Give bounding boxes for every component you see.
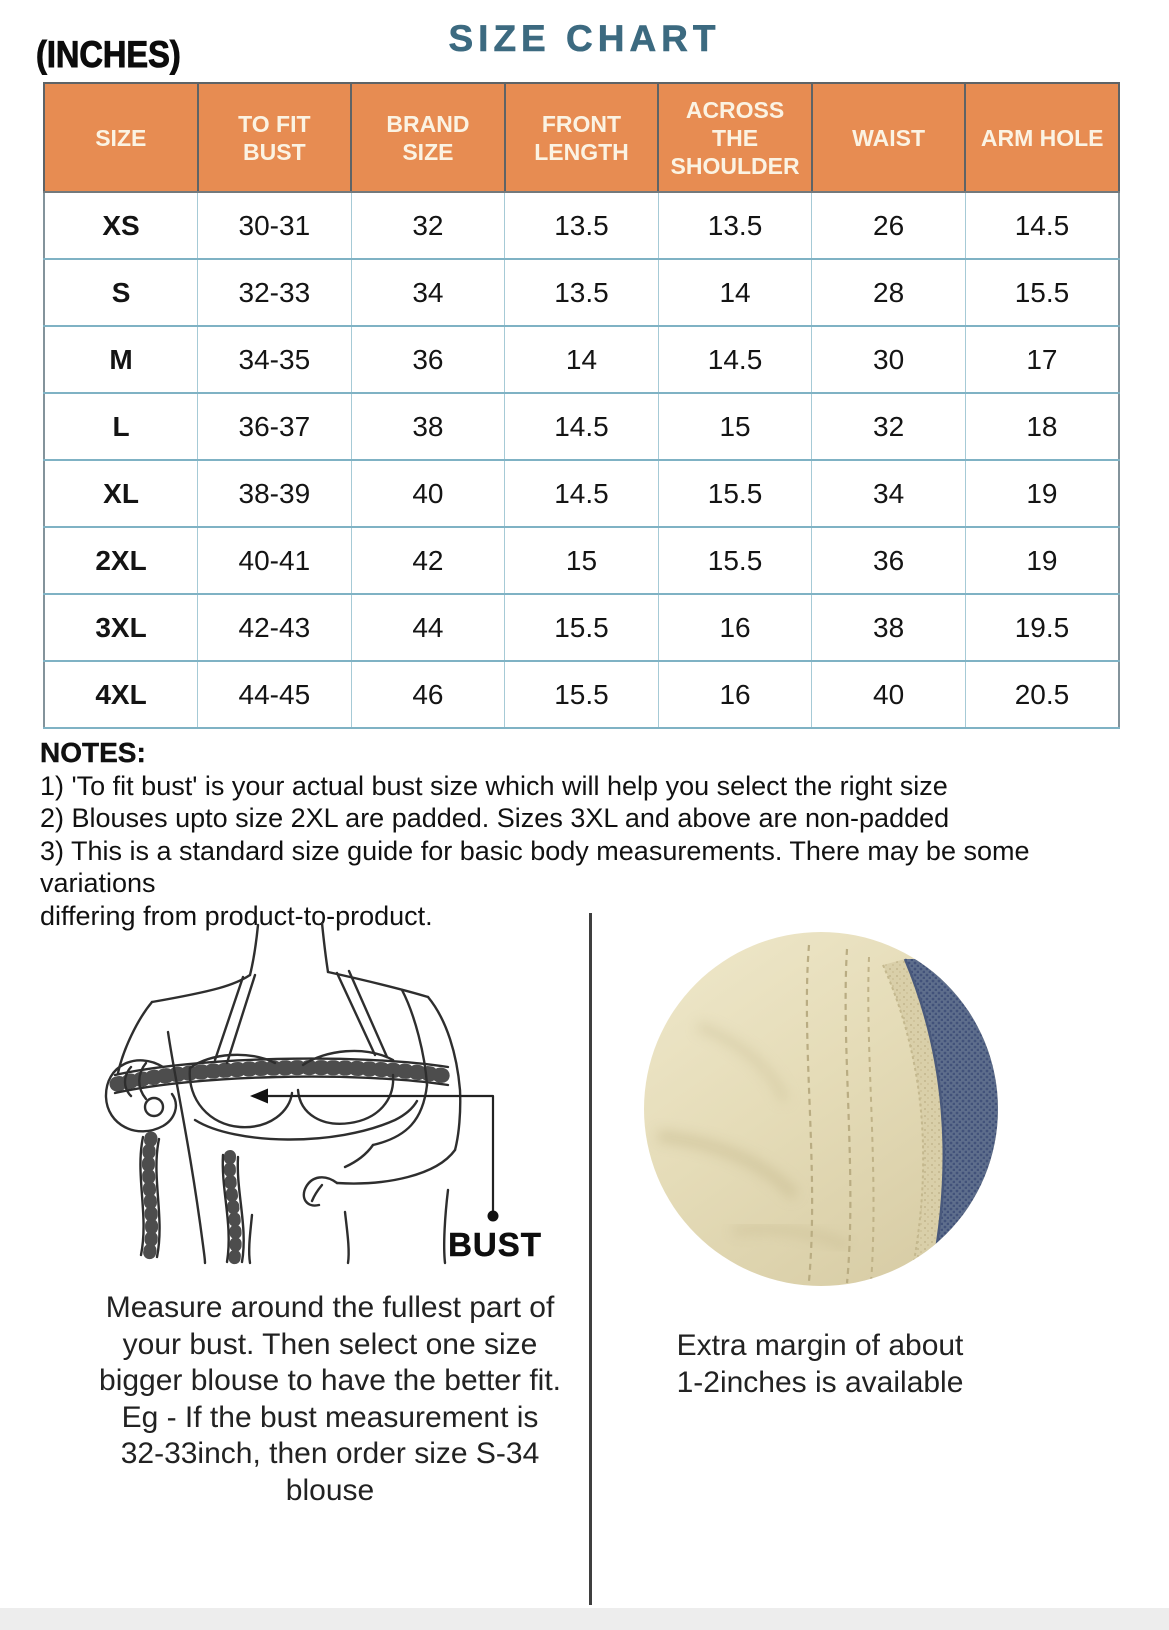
units-label: (INCHES): [36, 34, 181, 75]
cell-brand-size: 36: [351, 326, 505, 393]
cell-to-fit-bust: 30-31: [198, 192, 352, 259]
column-header-across-shoulder: ACROSS THE SHOULDER: [658, 83, 812, 192]
cell-to-fit-bust: 32-33: [198, 259, 352, 326]
cell-front-length: 15.5: [505, 661, 659, 728]
table-row-l: [44, 393, 1119, 460]
fabric-closeup-photo: [643, 931, 999, 1287]
cell-waist: 28: [812, 259, 966, 326]
column-header-size: SIZE: [44, 83, 198, 192]
column-header-arm-hole: ARM HOLE: [965, 83, 1119, 192]
measure-caption-line: bigger blouse to have the better fit.: [99, 1364, 561, 1397]
column-header-front-length: FRONT LENGTH: [505, 83, 659, 192]
cell-waist: 26: [812, 192, 966, 259]
size-label: M: [44, 326, 198, 393]
cell-brand-size: 44: [351, 594, 505, 661]
cell-arm-hole: 19: [965, 460, 1119, 527]
note-line-2: 2) Blouses upto size 2XL are padded. Sizes 3XL and above are non-padded: [40, 803, 950, 833]
size-label: S: [44, 259, 198, 326]
size-label: L: [44, 393, 198, 460]
note-line-1: 1) 'To fit bust' is your actual bust size which will help you select the right size: [40, 770, 948, 801]
cell-front-length: 14: [505, 326, 659, 393]
cell-brand-size: 34: [351, 259, 505, 326]
cell-arm-hole: 15.5: [965, 259, 1119, 326]
table-row-xs: [44, 192, 1119, 259]
measure-caption-line: blouse: [285, 1473, 375, 1507]
cell-front-length: 15: [505, 527, 659, 594]
cell-across-shoulder: 14.5: [658, 326, 812, 393]
cell-arm-hole: 14.5: [965, 192, 1119, 259]
bust-label: BUST: [448, 1226, 542, 1263]
cell-front-length: 13.5: [505, 259, 659, 326]
cell-across-shoulder: 15.5: [658, 527, 812, 594]
size-label: XS: [44, 192, 198, 259]
cell-to-fit-bust: 40-41: [198, 527, 352, 594]
cell-across-shoulder: 14: [658, 259, 812, 326]
column-header-to-fit-bust: TO FIT BUST: [198, 83, 352, 192]
size-table-header: [44, 83, 1119, 192]
cell-to-fit-bust: 38-39: [198, 460, 352, 527]
size-table: [43, 82, 1120, 729]
size-label: 3XL: [44, 594, 198, 661]
measure-caption: [70, 1290, 590, 1509]
fabric-caption-line: 1-2inches is available: [676, 1366, 964, 1399]
measure-caption-line: your bust. Then select one size: [122, 1327, 538, 1361]
measure-caption-line: Eg - If the bust measurement is: [121, 1400, 539, 1434]
cell-brand-size: 32: [351, 192, 505, 259]
cell-waist: 34: [812, 460, 966, 527]
size-label: 2XL: [44, 527, 198, 594]
cell-waist: 30: [812, 326, 966, 393]
cell-across-shoulder: 16: [658, 594, 812, 661]
cell-to-fit-bust: 44-45: [198, 661, 352, 728]
bust-measurement-illustration: [75, 915, 515, 1265]
cell-waist: 36: [812, 527, 966, 594]
cell-front-length: 15.5: [505, 594, 659, 661]
cell-brand-size: 42: [351, 527, 505, 594]
fabric-caption-line: Extra margin of about: [676, 1329, 964, 1362]
cell-across-shoulder: 13.5: [658, 192, 812, 259]
measure-caption-line: Measure around the fullest part of: [105, 1291, 555, 1324]
cell-brand-size: 38: [351, 393, 505, 460]
page-title: SIZE CHART: [448, 18, 721, 59]
table-row-3xl: [44, 594, 1119, 661]
cell-front-length: 13.5: [505, 192, 659, 259]
column-header-brand-size: BRAND SIZE: [351, 83, 505, 192]
cell-waist: 40: [812, 661, 966, 728]
table-row-2xl: [44, 527, 1119, 594]
cell-waist: 32: [812, 393, 966, 460]
column-header-waist: WAIST: [812, 83, 966, 192]
bottom-edge-strip: [0, 1608, 1169, 1630]
cell-to-fit-bust: 34-35: [198, 326, 352, 393]
table-row-4xl: [44, 661, 1119, 728]
table-row-m: [44, 326, 1119, 393]
size-label: XL: [44, 460, 198, 527]
cell-across-shoulder: 16: [658, 661, 812, 728]
size-label: 4XL: [44, 661, 198, 728]
notes-heading: NOTES: [40, 737, 137, 768]
note-line-3: 3) This is a standard size guide for basic body measurements. There may be some variations: [40, 835, 1030, 898]
cell-front-length: 14.5: [505, 393, 659, 460]
measure-caption-line: 32-33inch, then order size S-34: [120, 1437, 540, 1470]
notes-section: NOTES: 1) 'To fit bust' is your actual bust size which will help you select the right size 2) Blouses upto size 2XL are padded. Sizes 3XL and above are non-padded 3) This is a standard size guide for basic body measurements. There may be some variations differing from product-to-product.: [40, 737, 1145, 932]
cell-waist: 38: [812, 594, 966, 661]
cell-to-fit-bust: 42-43: [198, 594, 352, 661]
fabric-caption: [635, 1327, 1005, 1401]
cell-front-length: 14.5: [505, 460, 659, 527]
cell-arm-hole: 18: [965, 393, 1119, 460]
cell-arm-hole: 20.5: [965, 661, 1119, 728]
cell-across-shoulder: 15: [658, 393, 812, 460]
cell-arm-hole: 19.5: [965, 594, 1119, 661]
note-line-3-continued: differing from product-to-product.: [40, 900, 433, 931]
table-row-xl: [44, 460, 1119, 527]
cell-brand-size: 40: [351, 460, 505, 527]
cell-brand-size: 46: [351, 661, 505, 728]
cell-to-fit-bust: 36-37: [198, 393, 352, 460]
cell-across-shoulder: 15.5: [658, 460, 812, 527]
cell-arm-hole: 17: [965, 326, 1119, 393]
table-row-s: [44, 259, 1119, 326]
cell-arm-hole: 19: [965, 527, 1119, 594]
